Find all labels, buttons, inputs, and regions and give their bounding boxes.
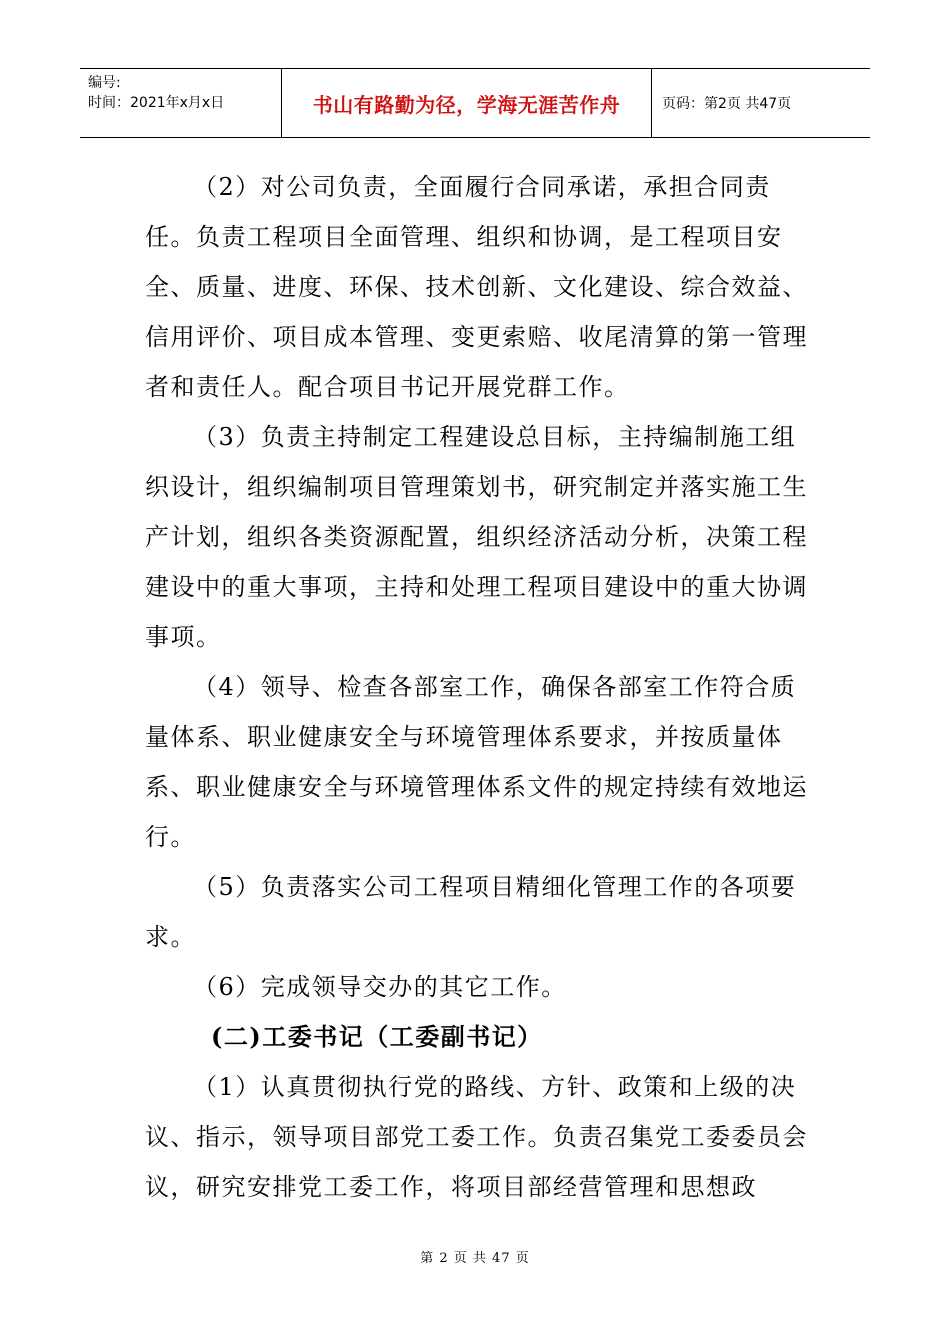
- header-page-info: 页码：第2页 共47页: [662, 96, 792, 112]
- document-date: 时间：2021年x月x日: [88, 95, 225, 111]
- paragraph: （1）认真贯彻执行党的路线、方针、政策和上级的决议、指示，领导项目部党工委工作。负责召集党工委委员会议，研究安排党工委工作，将项目部经营管理和思想政: [145, 1073, 808, 1201]
- header-motto: 书山有路勤为径，学海无涯苦作舟: [282, 69, 652, 137]
- paragraph: （4）领导、检查各部室工作，确保各部室工作符合质量体系、职业健康安全与环境管理体系要求，并按质量体系、职业健康安全与环境管理体系文件的规定持续有效地运行。: [145, 673, 808, 851]
- section-heading: (二)工委书记（工委副书记）: [211, 1022, 543, 1051]
- document-header: [80, 68, 870, 138]
- page-footer: 第 2 页 共 47 页: [420, 1251, 530, 1266]
- paragraph: （5）负责落实公司工程项目精细化管理工作的各项要求。: [145, 873, 797, 951]
- document-body: [145, 162, 810, 1212]
- paragraph: （6）完成领导交办的其它工作。: [193, 973, 567, 1001]
- document-number-label: 编号:: [88, 75, 121, 91]
- header-meta: [80, 69, 282, 137]
- paragraph: （2）对公司负责，全面履行合同承诺，承担合同责任。负责工程项目全面管理、组织和协调，是工程项目安全、质量、进度、环保、技术创新、文化建设、综合效益、信用评价、项目成本管理、变更索赔、收尾清算的第一管理者和责任人。配合项目书记开展党群工作。: [145, 173, 808, 401]
- paragraph: （3）负责主持制定工程建设总目标，主持编制施工组织设计，组织编制项目管理策划书，研究制定并落实施工生产计划，组织各类资源配置，组织经济活动分析，决策工程建设中的重大事项，主持和处理工程项目建设中的重大协调事项。: [145, 423, 808, 651]
